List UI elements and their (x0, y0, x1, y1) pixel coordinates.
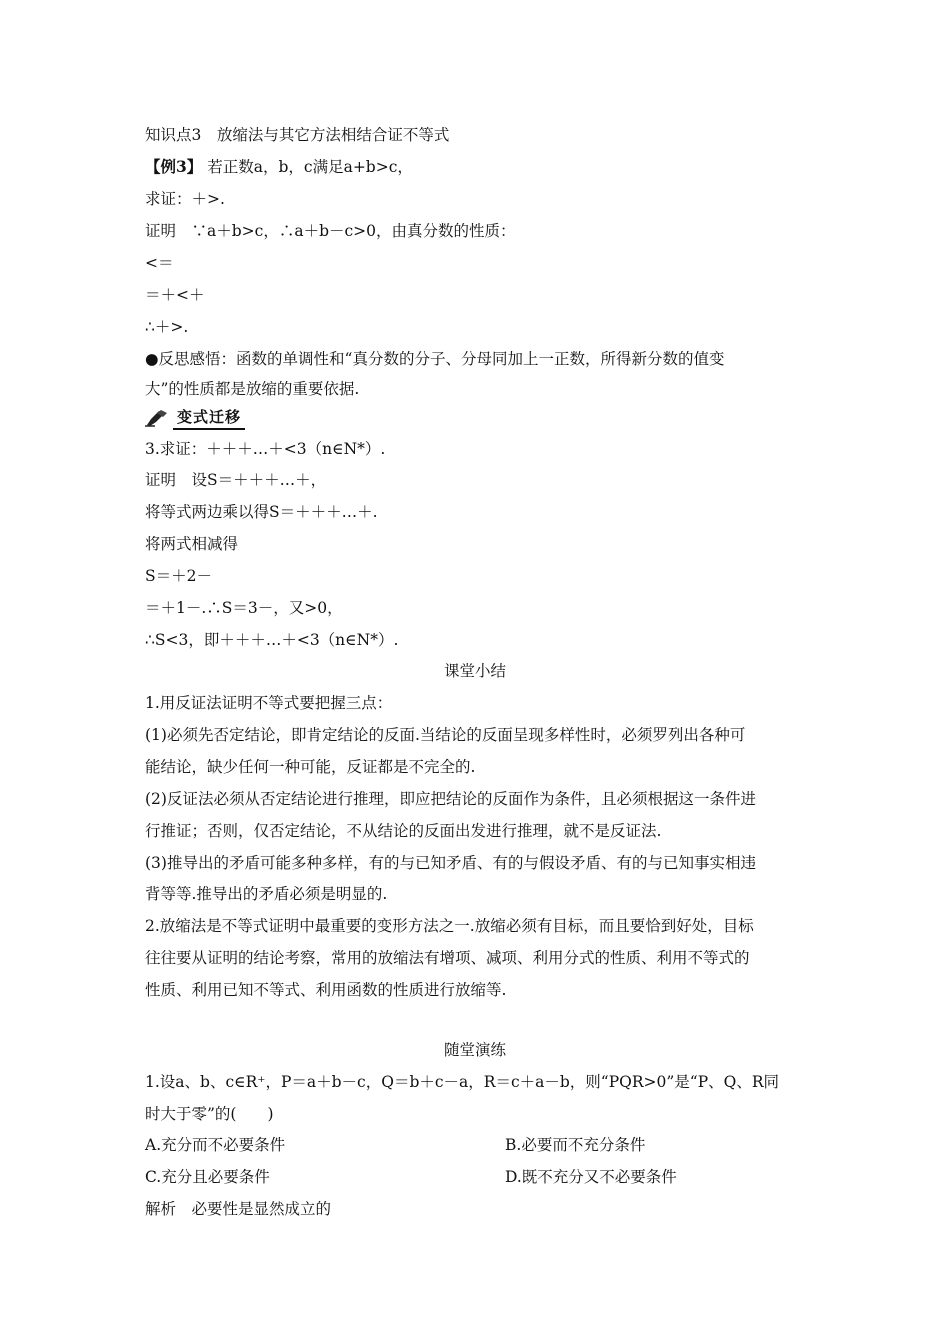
variant-line: 将两式相减得 (145, 535, 239, 553)
example-text: 若正数a，b，c满足a+b>c， (207, 158, 413, 176)
summary-line: 行推证；否则，仅否定结论，不从结论的反面出发进行推理，就不是反证法. (145, 822, 662, 840)
reflection-line: 大”的性质都是放缩的重要依据. (145, 380, 360, 398)
summary-line: 背等等.推导出的矛盾必须是明显的. (145, 885, 388, 903)
summary-line: 1.用反证法证明不等式要把握三点： (145, 694, 393, 712)
option-d: D.既不充分又不必要条件 (505, 1168, 677, 1186)
variant-banner-label: 变式迁移 (173, 406, 245, 430)
summary-line: 往往要从证明的结论考察，常用的放缩法有增项、减项、利用分式的性质、利用不等式的 (145, 949, 750, 967)
proof-line: ∴＋>. (145, 318, 189, 336)
variant-line: 将等式两边乘以得S＝＋＋＋…＋. (145, 503, 378, 521)
question-line: 时大于零”的( ) (145, 1105, 274, 1123)
summary-line: (1)必须先否定结论，即肯定结论的反面.当结论的反面呈现多样性时，必须罗列出各种可 (145, 726, 746, 744)
analysis-line: 解析 必要性是显然成立的 (145, 1200, 332, 1218)
reflection-line: ●反思感悟：函数的单调性和“真分数的分子、分母同加上一正数，所得新分数的值变 (145, 350, 725, 368)
summary-line: 2.放缩法是不等式证明中最重要的变形方法之一.放缩必须有目标，而且要恰到好处，目标 (145, 917, 754, 935)
proof-line: ＝＋<＋ (145, 286, 205, 304)
practice-heading: 随堂演练 (443, 1041, 506, 1059)
pencil-icon (145, 409, 169, 427)
variant-line: S＝＋2－ (145, 567, 212, 585)
summary-line: (3)推导出的矛盾可能多种多样，有的与已知矛盾、有的与假设矛盾、有的与已知事实相违 (145, 854, 756, 872)
summary-line: 性质、利用已知不等式、利用函数的性质进行放缩等. (145, 981, 507, 999)
variant-line: ∴S<3，即＋＋＋…＋<3（n∈N*）. (145, 631, 399, 649)
proof-line: <＝ (145, 254, 174, 272)
summary-heading: 课堂小结 (443, 662, 506, 680)
example-line (145, 156, 413, 178)
option-a: A.充分而不必要条件 (145, 1136, 286, 1154)
prove-statement: 求证：＋>. (145, 190, 225, 208)
option-c: C.充分且必要条件 (145, 1168, 270, 1186)
proof-line: 证明 ∵a＋b>c，∴a＋b－c>0，由真分数的性质： (145, 222, 516, 240)
summary-line: 能结论，缺少任何一种可能，反证都是不完全的. (145, 758, 476, 776)
option-b: B.必要而不充分条件 (505, 1136, 646, 1154)
question-line: 1.设a、b、c∈R⁺，P＝a＋b－c，Q＝b＋c－a，R＝c＋a－b，则“PQR>0”是“P、Q、R同 (145, 1073, 780, 1091)
summary-line: (2)反证法必须从否定结论进行推理，即应把结论的反面作为条件，且必须根据这一条件进 (145, 790, 756, 808)
section-title: 知识点3 放缩法与其它方法相结合证不等式 (145, 126, 450, 144)
variant-banner (145, 405, 245, 431)
variant-line: ＝＋1－.∴S＝3－，又>0， (145, 599, 343, 617)
example-label: 【例3】 (145, 157, 203, 176)
variant-line: 证明 设S＝＋＋＋…＋， (145, 471, 327, 489)
variant-line: 3.求证：＋＋＋…＋<3（n∈N*）. (145, 440, 386, 458)
